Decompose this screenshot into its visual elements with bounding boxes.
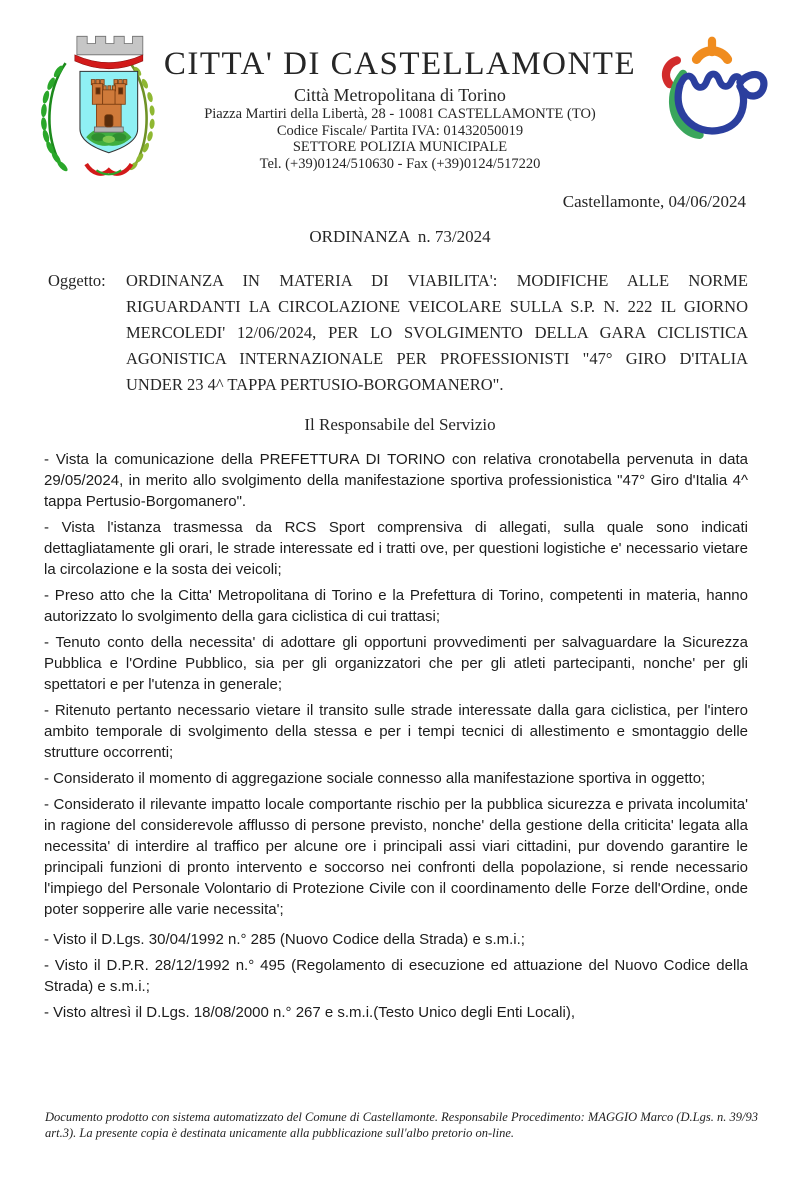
- paragraph-ritenuto: - Ritenuto pertanto necessario vietare il transito sulle strade interessate dalla gara ciclistica, per l'intero ambito temporale di svolgimento della stessa e per i tempi tecnici di allestimento e smontaggio delle strutture occorrenti;: [44, 702, 748, 761]
- metropolitan-subtitle: Città Metropolitana di Torino: [294, 85, 506, 105]
- responsible-heading: Il Responsabile del Servizio: [304, 415, 496, 434]
- paragraph-considerato-impatto: - Considerato il rilevante impatto locale comportante rischio per la pubblica sicurezza e privata incolumita' in ragione del considerevole afflusso di persone previsto, nonche' della gestione della criticita' legata alla necessita' di interdire al traffico per alcune ore i principali assi viari cittadini, pur dovendo garantire le principali funzioni di pronto intervento e soccorso nei confronti della popolazione, si rende necessario l'impiego del Personale Volontario di Protezione Civile con il coordinamento delle Forze dell'Ordine, onde poter sopperire alle varie necessita';: [44, 796, 748, 918]
- city-title: CITTA' DI CASTELLAMONTE: [163, 46, 637, 82]
- pot-rim: [681, 74, 741, 87]
- coat-of-arms-icon: [28, 26, 168, 196]
- mural-crown: [75, 36, 143, 68]
- contacts-line: Tel. (+39)0124/510630 - Fax (+39)0124/517220: [259, 155, 541, 172]
- fiscal-code-line: Codice Fiscale/ Partita IVA: 01432050019: [276, 122, 524, 139]
- ribbon: [86, 164, 131, 174]
- address-line: Piazza Martiri della Libertà, 28 - 10081 CASTELLAMONTE (TO): [204, 106, 596, 122]
- department-line: SETTORE POLIZIA MUNICIPALE: [292, 139, 508, 155]
- paragraph-tenuto-conto: - Tenuto conto della necessita' di adottare gli opportuni provvedimenti per salvaguardare la Sicurezza Pubblica e l'Ordine Pubblico, sia per gli organizzatori che per gli atleti partecipanti, nonche' per gli spettatori e per l'utenza in generale;: [44, 634, 748, 693]
- letterhead: [160, 0, 640, 172]
- paragraph-vista-comunicazione: - Vista la comunicazione della PREFETTURA DI TORINO con relativa cronotabella pervenuta in data 29/05/2024, in merito allo svolgimento della manifestazione sportiva professionistica "47° Giro d'Italia 4^ tappa Pertusio-Borgomanero".: [44, 451, 748, 510]
- footer-note: Documento prodotto con sistema automatizzato del Comune di Castellamonte. Responsabile Procedimento: MAGGIO Marco (D.Lgs. n. 39/93 art.3). La presente copia è destinata unicamente alla pubblicazione sull'albo pretorio on-line.: [45, 1110, 758, 1140]
- ordinance-body: [44, 449, 748, 1023]
- pot-body: [678, 85, 743, 131]
- paragraph-visto-dlgs-285: - Visto il D.Lgs. 30/04/1992 n.° 285 (Nuovo Codice della Strada) e s.m.i.;: [44, 931, 525, 948]
- paragraph-visto-dlgs-267: - Visto altresì il D.Lgs. 18/08/2000 n.° 267 e s.m.i.(Testo Unico degli Enti Locali),: [44, 1004, 575, 1021]
- paragraph-preso-atto: - Preso atto che la Citta' Metropolitana di Torino e la Prefettura di Torino, competenti in materia, hanno autorizzato lo svolgimento della gara ciclistica di cui trattasi;: [44, 587, 748, 625]
- castle-tower: [91, 80, 127, 133]
- subject-label: Oggetto:: [48, 271, 106, 290]
- laurel-branch: [41, 63, 70, 173]
- subject-row: [48, 268, 748, 398]
- ordinance-number: ORDINANZA n. 73/2024: [309, 227, 491, 246]
- paragraph-considerato-momento: - Considerato il momento di aggregazione sociale connesso alla manifestazione sportiva in oggetto;: [44, 770, 706, 787]
- subject-text: ORDINANZA IN MATERIA DI VIABILITA': MODIFICHE ALLE NORME RIGUARDANTI LA CIRCOLAZIONE VEICOLARE SULLA S.P. N. 222 IL GIORNO MERCOLEDI' 12/06/2024, PER LO SVOLGIMENTO DELLA GARA CICLISTICA AGONISTICA INTERNAZIONALE PER PROFESSIONISTI "47° GIRO D'ITALIA UNDER 23 4^ TAPPA PERTUSIO-BORGOMANERO".: [126, 271, 748, 394]
- pot-lid-brim: [697, 51, 728, 60]
- place-date: Castellamonte, 04/06/2024: [562, 192, 746, 211]
- ceramics-pot-logo-icon: [650, 34, 774, 154]
- paragraph-vista-istanza: - Vista l'istanza trasmessa da RCS Sport comprensiva di allegati, sulla quale sono indicati dettagliatamente gli orari, le strade interessate ed i tratti ove, per questioni logistiche e' necessario vietare la circolazione e la sosta dei veicoli;: [44, 519, 748, 578]
- paragraph-visto-dpr-495: - Visto il D.P.R. 28/12/1992 n.° 495 (Regolamento di esecuzione ed attuazione del Nuovo Codice della Strada) e s.m.i.;: [44, 957, 748, 995]
